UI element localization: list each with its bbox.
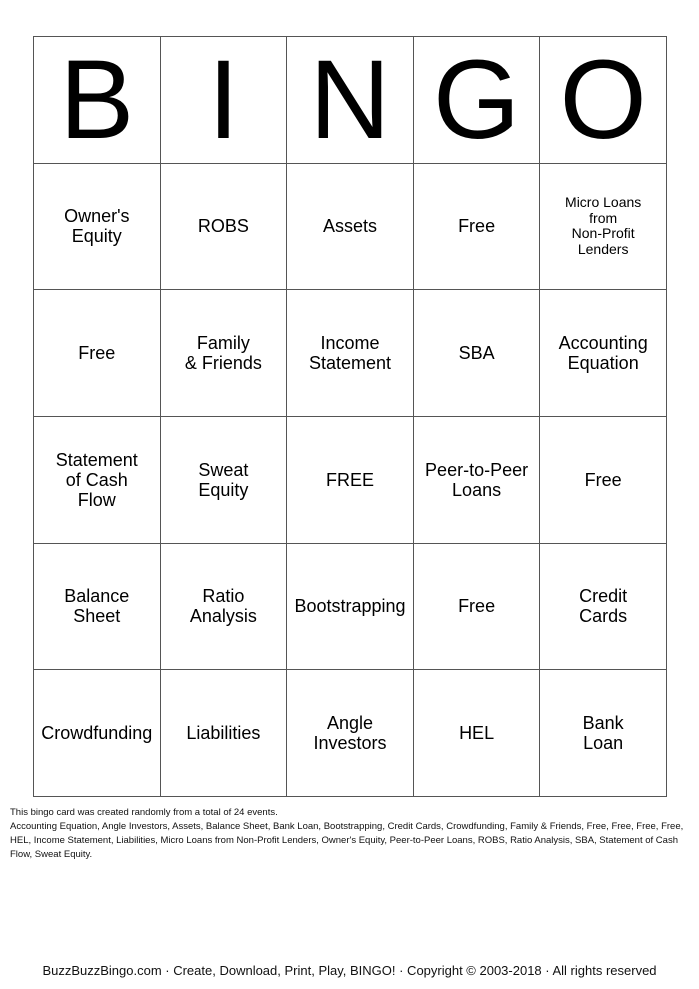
bingo-cell: Peer-to-Peer Loans [413, 416, 540, 543]
header-letter-g: G [413, 37, 540, 164]
bingo-cell: Free [540, 416, 667, 543]
bingo-cell: FREE [287, 416, 414, 543]
bingo-cell: Free [413, 543, 540, 670]
card-info [10, 806, 690, 862]
bingo-cell: Ratio Analysis [160, 543, 287, 670]
bingo-row [34, 290, 667, 417]
bingo-row [34, 416, 667, 543]
header-letter-i: I [160, 37, 287, 164]
bingo-card [33, 36, 667, 797]
bingo-cell: Statement of Cash Flow [34, 416, 161, 543]
bingo-cell: SBA [413, 290, 540, 417]
header-letter-n: N [287, 37, 414, 164]
bingo-cell: Liabilities [160, 670, 287, 797]
bingo-cell: Owner's Equity [34, 163, 161, 290]
bingo-cell: Balance Sheet [34, 543, 161, 670]
bingo-cell: Sweat Equity [160, 416, 287, 543]
bingo-cell: Income Statement [287, 290, 414, 417]
footer-text: BuzzBuzzBingo.com · Create, Download, Print, Play, BINGO! · Copyright © 2003-2018 · All rights reserved [42, 963, 657, 978]
info-event-list: Accounting Equation, Angle Investors, Assets, Balance Sheet, Bank Loan, Bootstrapping, Credit Cards, Crowdfunding, Family & Friends, Free, Free, Free, Free, HEL, Income Statement, Liabilities, Micro Loans from Non-Profit Lenders, Owner's Equity, Peer-to-Peer Loans, ROBS, Ratio Analysis, SBA, Statement of Cash Flow, Sweat Equity. [10, 821, 684, 860]
bingo-cell: Angle Investors [287, 670, 414, 797]
bingo-cell: Crowdfunding [34, 670, 161, 797]
bingo-cell: Credit Cards [540, 543, 667, 670]
bingo-row [34, 543, 667, 670]
bingo-cell: Micro Loans from Non-Profit Lenders [540, 163, 667, 290]
header-row [34, 37, 667, 164]
header-letter-b: B [34, 37, 161, 164]
bingo-cell: Family & Friends [160, 290, 287, 417]
bingo-cell: HEL [413, 670, 540, 797]
bingo-cell: ROBS [160, 163, 287, 290]
bingo-cell: Free [413, 163, 540, 290]
header-letter-o: O [540, 37, 667, 164]
bingo-row [34, 670, 667, 797]
info-summary: This bingo card was created randomly from a total of 24 events. [10, 807, 278, 818]
bingo-cell: Accounting Equation [540, 290, 667, 417]
bingo-cell: Bank Loan [540, 670, 667, 797]
bingo-cell: Assets [287, 163, 414, 290]
bingo-cell: Free [34, 290, 161, 417]
bingo-row [34, 163, 667, 290]
bingo-cell: Bootstrapping [287, 543, 414, 670]
